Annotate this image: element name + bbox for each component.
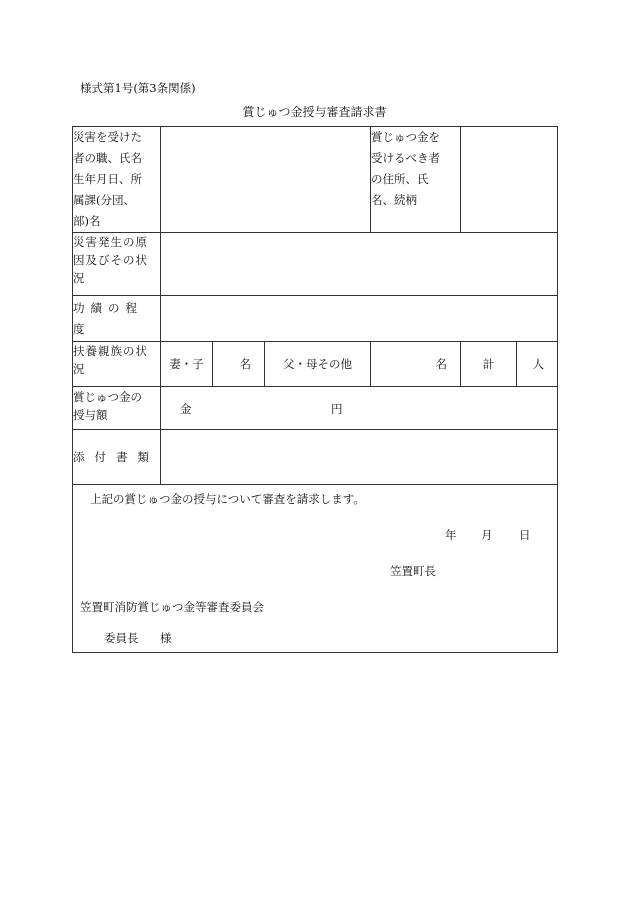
spouse-child-label: 妻・子 — [161, 342, 213, 387]
total-label: 計 — [461, 342, 517, 387]
attachments-field[interactable] — [161, 430, 558, 485]
victim-info-label: 災害を受けた者の職、氏名生年月日、所属課(分団、部)名 — [73, 127, 161, 233]
form-number: 様式第1号(第3条関係) — [80, 81, 196, 95]
merit-label: 功績の程度 — [73, 296, 161, 342]
declaration-block — [73, 485, 558, 653]
date-day-label: 日 — [519, 528, 531, 542]
cause-label: 災害発生の原因及びその状況 — [73, 233, 161, 296]
application-form-table — [72, 126, 558, 653]
committee-name: 笠置町消防賞じゅつ金等審査委員会 — [80, 600, 264, 614]
victim-info-field[interactable] — [161, 127, 371, 233]
parents-other-count-field[interactable]: 名 — [371, 342, 461, 387]
committee-chair: 委員長 — [104, 631, 139, 645]
attachments-label: 添付書類 — [73, 430, 161, 485]
amount-label: 賞じゅつ金の授与額 — [73, 387, 161, 430]
parents-other-label: 父・母その他 — [265, 342, 371, 387]
spouse-child-count-field[interactable]: 名 — [213, 342, 265, 387]
dependents-label: 扶養親族の状況 — [73, 342, 161, 387]
amount-unit: 円 — [331, 402, 343, 416]
form-title: 賞じゅつ金授与審査請求書 — [242, 105, 387, 119]
declaration-statement: 上記の賞じゅつ金の授与について審査を請求します。 — [90, 492, 365, 506]
amount-field[interactable] — [161, 387, 558, 430]
applicant-name: 笠置町長 — [390, 564, 436, 578]
total-count-field[interactable]: 人 — [517, 342, 558, 387]
cause-field[interactable] — [161, 233, 558, 296]
date-year-label: 年 — [445, 528, 457, 542]
amount-prefix: 金 — [180, 402, 192, 416]
recipient-info-field[interactable] — [461, 127, 558, 233]
date-month-label: 月 — [481, 528, 493, 542]
merit-field[interactable] — [161, 296, 558, 342]
recipient-info-label: 賞じゅつ金を受けるべき者の住所、氏名、続柄 — [371, 127, 461, 233]
honorific: 様 — [160, 631, 172, 645]
